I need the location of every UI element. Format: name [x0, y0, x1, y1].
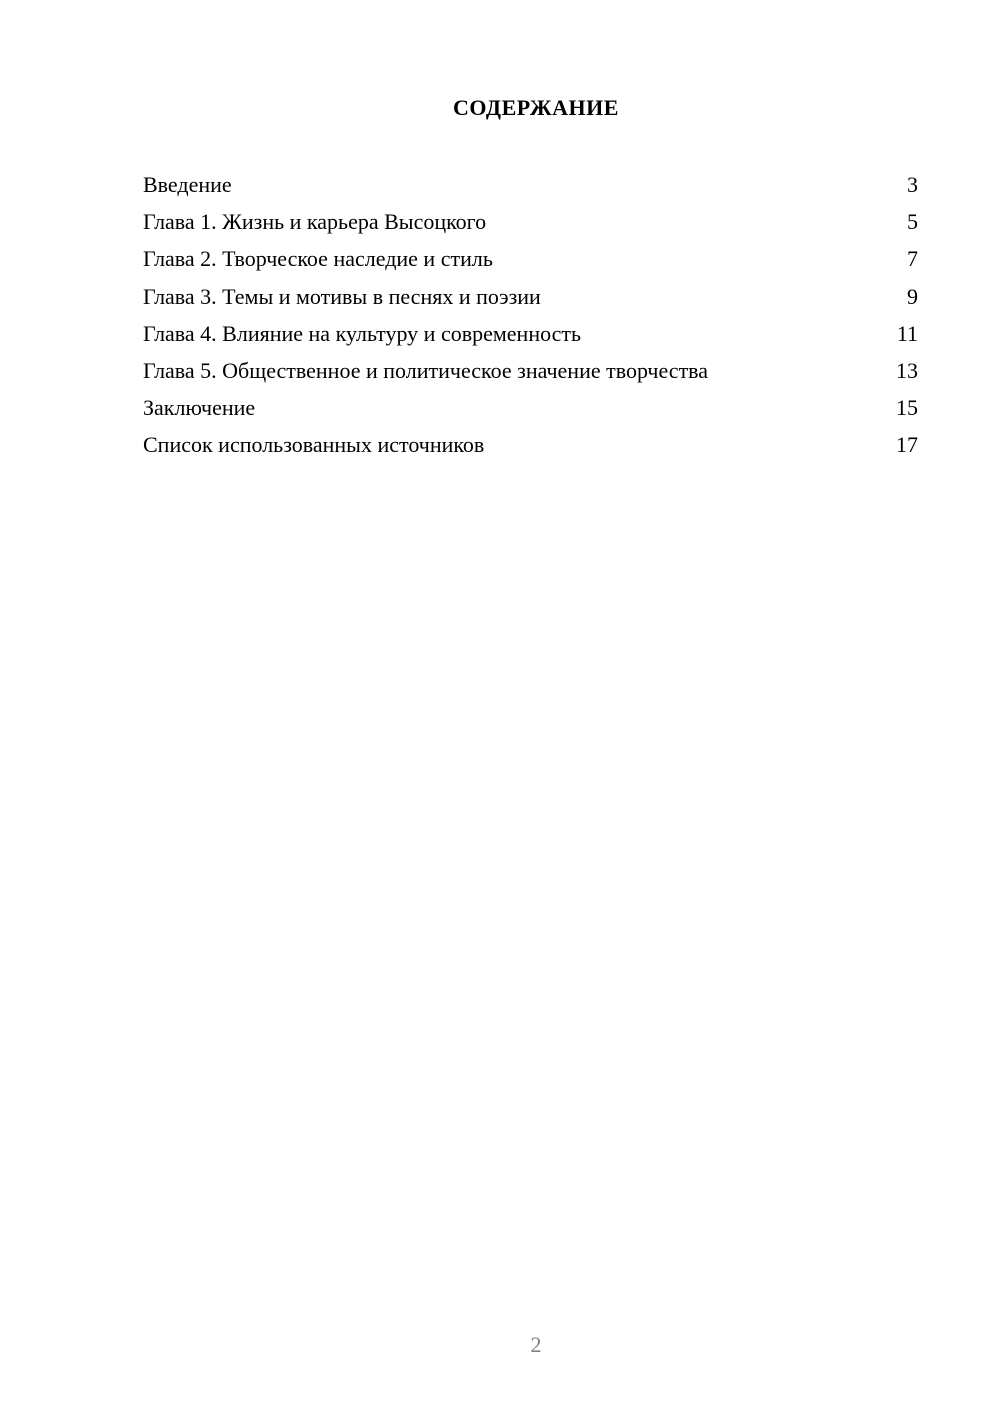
toc-entry-page: 3: [907, 172, 918, 197]
toc-entry-title: Введение: [143, 172, 232, 197]
toc-entry-chapter-2[interactable]: [143, 240, 918, 277]
toc-entry-chapter-3[interactable]: [143, 278, 918, 315]
toc-entry-chapter-5[interactable]: [143, 352, 918, 389]
table-of-contents: [143, 166, 918, 464]
page-number: 2: [530, 1332, 542, 1357]
toc-entry-chapter-4[interactable]: [143, 315, 918, 352]
toc-heading: СОДЕРЖАНИЕ: [453, 95, 619, 120]
toc-entry-conclusion[interactable]: [143, 389, 918, 426]
toc-entry-page: 9: [907, 283, 918, 309]
toc-entry-chapter-1[interactable]: [143, 203, 918, 240]
toc-entry-page: 5: [907, 209, 918, 235]
toc-entry-page: 13: [896, 357, 918, 383]
toc-entry-title: Глава 4. Влияние на культуру и современность: [143, 320, 582, 346]
toc-entry-page: 17: [896, 432, 918, 458]
toc-entry-references[interactable]: [143, 426, 918, 463]
toc-entry-introduction[interactable]: [143, 166, 918, 203]
toc-entry-page: 11: [896, 320, 918, 346]
toc-entry-page: 7: [907, 246, 918, 272]
toc-entry-title: Список использованных источников: [143, 432, 485, 458]
toc-entry-title: Заключение: [143, 395, 256, 421]
toc-entry-title: Глава 2. Творческое наследие и стиль: [143, 246, 493, 272]
toc-entry-title: Глава 1. Жизнь и карьера Высоцкого: [143, 209, 487, 235]
toc-entry-title: Глава 3. Темы и мотивы в песнях и поэзии: [143, 283, 541, 309]
toc-entry-title: Глава 5. Общественное и политическое значение творчества: [143, 357, 709, 383]
toc-entry-page: 15: [896, 395, 918, 421]
